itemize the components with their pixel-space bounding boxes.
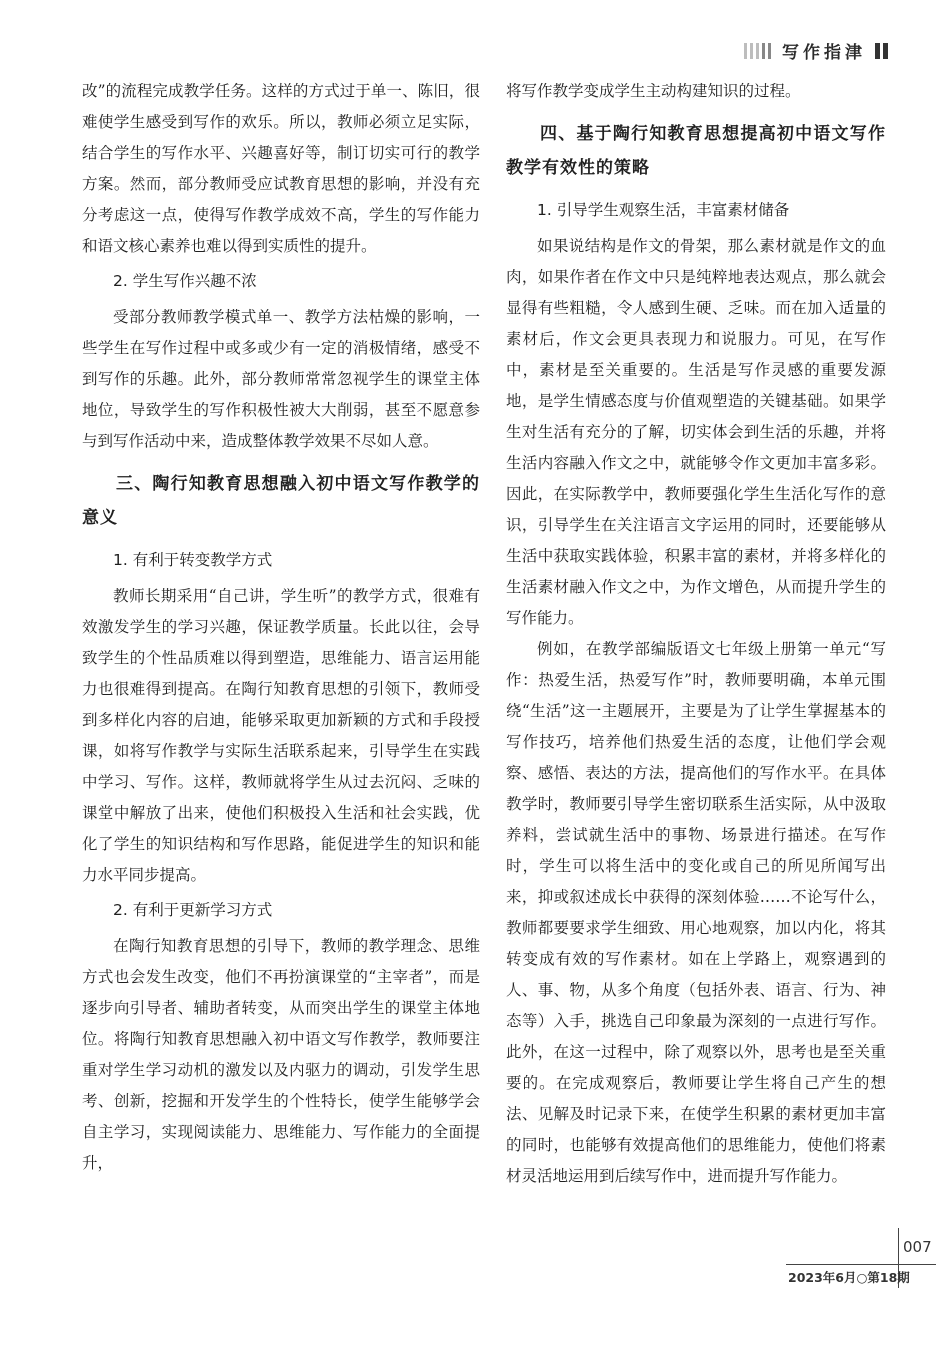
paragraph: 如果说结构是作文的骨架，那么素材就是作文的血肉，如果作者在作文中只是纯粹地表达观点，那么就会显得有些粗糙，令人感到生硬、乏味。而在加入适量的素材后，作文会更具表现力和说服力。可见，在写作中，素材是至关重要的。生活是写作灵感的重要发源地，是学生情感态度与价值观塑造的关键基础。如果学生对生活有充分的了解，切实体会到生活的乐趣，并将生活内容融入作文之中，就能够令作文更加丰富多彩。因此，在实际教学中，教师要强化学生生活化写作的意识，引导学生在关注语言文字运用的同时，还要能够从生活中获取实践体验，积累丰富的素材，并将多样化的生活素材融入作文之中，为作文增色，从而提升学生的写作能力。 — [506, 237, 886, 627]
section-heading-4: 四、基于陶行知教育思想提高初中语文写作教学有效性的策略 — [506, 124, 886, 178]
paragraph: 教师长期采用“自己讲，学生听”的教学方式，很难有效激发学生的学习兴趣，保证教学质量。长此以往，会导致学生的个性品质难以得到塑造，思维能力、语言运用能力也很难得到提高。在陶行知教育思想的引领下，教师受到多样化内容的启迪，能够采取更加新颖的方式和手段授课，如将写作教学与实际生活联系起来，引导学生在实践中学习、写作。这样，教师就将学生从过去沉闷、乏味的课堂中解放了出来，使他们积极投入生活和社会实践，优化了学生的知识结构和写作思路，能促进学生的知识和能力水平同步提高。 — [82, 587, 480, 884]
section-title: 写作指津 — [782, 43, 866, 63]
subheading-4-1: 1. 引导学生观察生活，丰富素材储备 — [537, 201, 790, 219]
paragraph: 在陶行知教育思想的引导下，教师的教学理念、思维方式也会发生改变，他们不再扮演课堂的“主宰者”，而是逐步向引导者、辅助者转变，从而突出学生的课堂主体地位。将陶行知教育思想融入初中语文写作教学，教师要注重对学生学习动机的激发以及内驱力的调动，引发学生思考、创新，挖掘和开发学生的个性特长，使学生能够学会自主学习，实现阅读能力、思维能力、写作能力的全面提升， — [82, 937, 480, 1172]
page-number: 007 — [903, 1238, 932, 1256]
left-column — [82, 76, 480, 1179]
subheading-3-1: 1. 有利于转变教学方式 — [113, 551, 273, 569]
subheading-3-2: 2. 有利于更新学习方式 — [113, 901, 273, 919]
right-column — [506, 76, 886, 1192]
folio-divider-horizontal — [786, 1264, 936, 1265]
section-heading-3: 三、陶行知教育思想融入初中语文写作教学的意义 — [82, 474, 480, 528]
header-end-bars — [872, 43, 888, 59]
paragraph: 受部分教师教学模式单一、教学方法枯燥的影响，一些学生在写作过程中或多或少有一定的消极情绪，感受不到写作的乐趣。此外，部分教师常常忽视学生的课堂主体地位，导致学生的写作积极性被大大削弱，甚至不愿意参与到写作活动中来，造成整体教学效果不尽如人意。 — [82, 308, 480, 450]
subheading-2: 2. 学生写作兴趣不浓 — [113, 272, 257, 290]
paragraph: 例如，在教学部编版语文七年级上册第一单元“写作：热爱生活，热爱写作”时，教师要明确，本单元围绕“生活”这一主题展开，主要是为了让学生掌握基本的写作技巧，培养他们热爱生活的态度，让他们学会观察、感悟、表达的方法，提高他们的写作水平。在具体教学时，教师要引导学生密切联系生活实际，从中汲取养料，尝试就生活中的事物、场景进行描述。在写作时，学生可以将生活中的变化或自己的所见所闻写出来，抑或叙述成长中获得的深刻体验……不论写什么，教师都要要求学生细致、用心地观察，加以内化，将其转变成有效的写作素材。如在上学路上，观察遇到的人、事、物，从多个角度（包括外表、语言、行为、神态等）入手，挑选自己印象最为深刻的一点进行写作。此外，在这一过程中，除了观察以外，思考也是至关重要的。在完成观察后，教师要让学生将自己产生的想法、见解及时记录下来，在使学生积累的素材更加丰富的同时，也能够有效提高他们的思维能力，使他们将素材灵活地运用到后续写作中，进而提升写作能力。 — [506, 640, 886, 1185]
issue-label: 2023年6月○第18期 — [788, 1270, 910, 1285]
header-decoration-bars — [744, 43, 774, 59]
running-header — [744, 38, 888, 63]
paragraph-continued: 改”的流程完成教学任务。这样的方式过于单一、陈旧，很难使学生感受到写作的欢乐。所以，教师必须立足实际，结合学生的写作水平、兴趣喜好等，制订切实可行的教学方案。然而，部分教师受应试教育思想的影响，并没有充分考虑这一点，使得写作教学成效不高，学生的写作能力和语文核心素养也难以得到实质性的提升。 — [82, 82, 480, 255]
paragraph-continued: 将写作教学变成学生主动构建知识的过程。 — [506, 82, 801, 100]
